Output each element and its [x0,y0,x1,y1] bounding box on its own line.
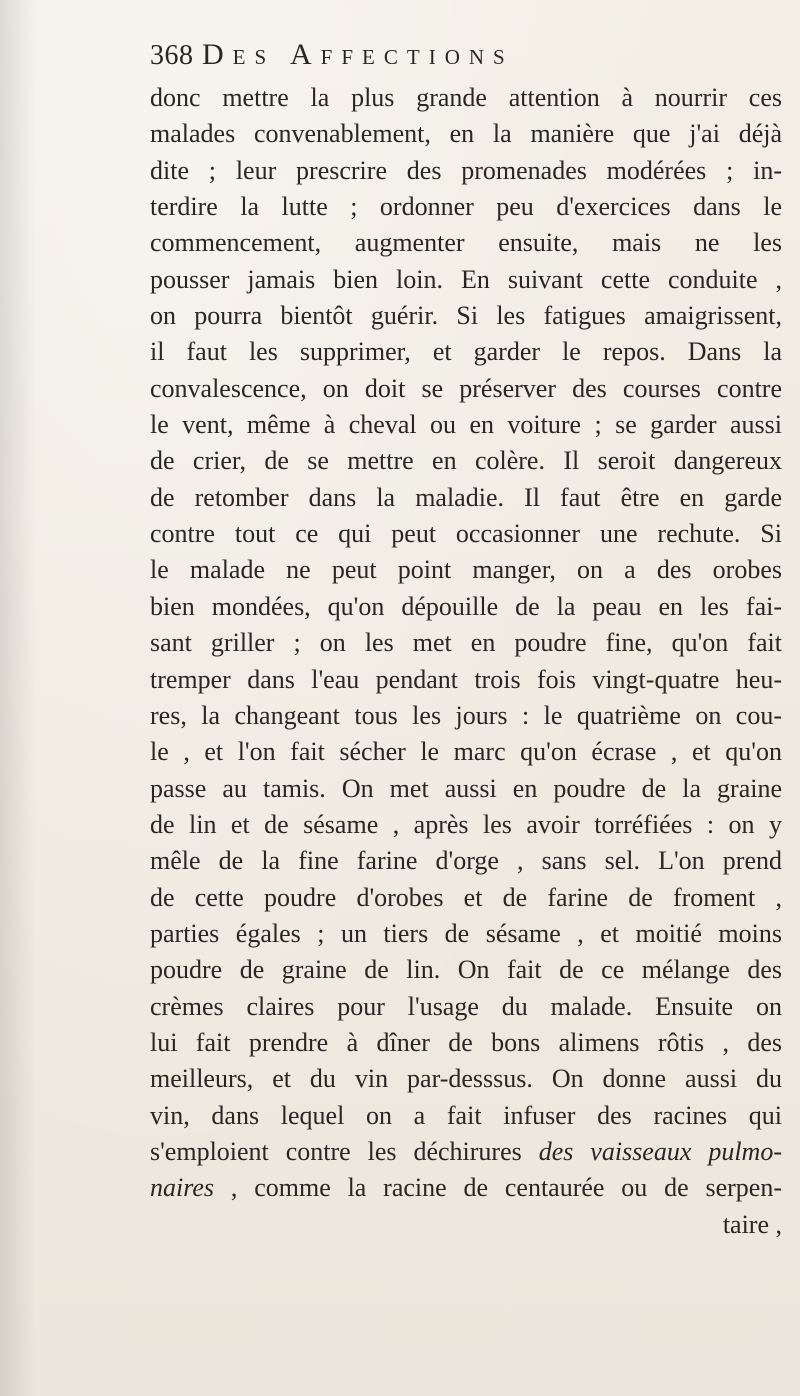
text-line: de lin et de sésame , après les avoir torréfiées : on y [150,809,782,839]
text-italic: des vaisseaux pulmo- [538,1136,782,1166]
body-text [150,80,782,1243]
text-roman: , comme la racine de centaurée ou de serpen- [214,1173,782,1203]
text-line: le , et l'on fait sécher le marc qu'on écrase , et qu'on [150,737,782,767]
text-line: de crier, de se mettre en colère. Il seroit dangereux [150,446,782,476]
text-italic: naires [150,1173,215,1203]
text-line: de retomber dans la maladie. Il faut être en garde [150,482,782,512]
catchword-line: taire , [722,1209,782,1239]
text-line: mêle de la fine farine d'orge , sans sel. L'on prend [150,846,782,876]
text-line: le vent, même à cheval ou en voiture ; se garder aussi [150,410,782,440]
text-line: convalescence, on doit se préserver des courses contre [150,373,782,403]
text-line: pousser jamais bien loin. En suivant cette conduite , [150,264,782,294]
text-line: commencement, augmenter ensuite, mais ne les [150,228,782,258]
binding-gutter-shadow [0,0,36,1396]
text-line: crèmes claires pour l'usage du malade. Ensuite on [150,991,782,1021]
page-number: 368 [150,40,194,71]
text-roman: s'emploient contre les déchirures [150,1136,539,1166]
text-line: lui fait prendre à dîner de bons alimens rôtis , des [150,1027,782,1057]
text-line: meilleurs, et du vin par-desssus. On donne aussi du [150,1064,782,1094]
running-title: Des Affections [202,38,514,71]
text-line: de cette poudre d'orobes et de farine de froment , [150,882,782,912]
text-line-mixed [150,1134,782,1170]
text-line: il faut les supprimer, et garder le repos. Dans la [150,337,782,367]
text-line: contre tout ce qui peut occasionner une rechute. Si [150,519,782,549]
text-line: donc mettre la plus grande attention à nourrir ces [150,83,782,112]
text-line-mixed [150,1170,782,1206]
text-line: poudre de graine de lin. On fait de ce mélange des [150,955,782,985]
text-line: sant griller ; on les met en poudre fine, qu'on fait [150,628,782,658]
text-line: terdire la lutte ; ordonner peu d'exercices dans le [150,192,782,222]
text-line: passe au tamis. On met aussi en poudre de la graine [150,773,782,803]
running-head [150,38,514,78]
text-line: res, la changeant tous les jours : le quatrième on cou- [150,700,782,730]
text-line: on pourra bientôt guérir. Si les fatigues amaigrissent, [150,301,782,331]
text-line: le malade ne peut point manger, on a des orobes [150,555,782,585]
text-line: dite ; leur prescrire des promenades modérées ; in- [150,155,782,185]
text-line: vin, dans lequel on a fait infuser des racines qui [150,1100,782,1130]
text-line: malades convenablement, en la manière que j'ai déjà [150,119,782,149]
text-line: parties égales ; un tiers de sésame , et moitié moins [150,918,782,948]
text-line: bien mondées, qu'on dépouille de la peau en les fai- [150,591,782,621]
text-line: tremper dans l'eau pendant trois fois vingt-quatre heu- [150,664,782,694]
